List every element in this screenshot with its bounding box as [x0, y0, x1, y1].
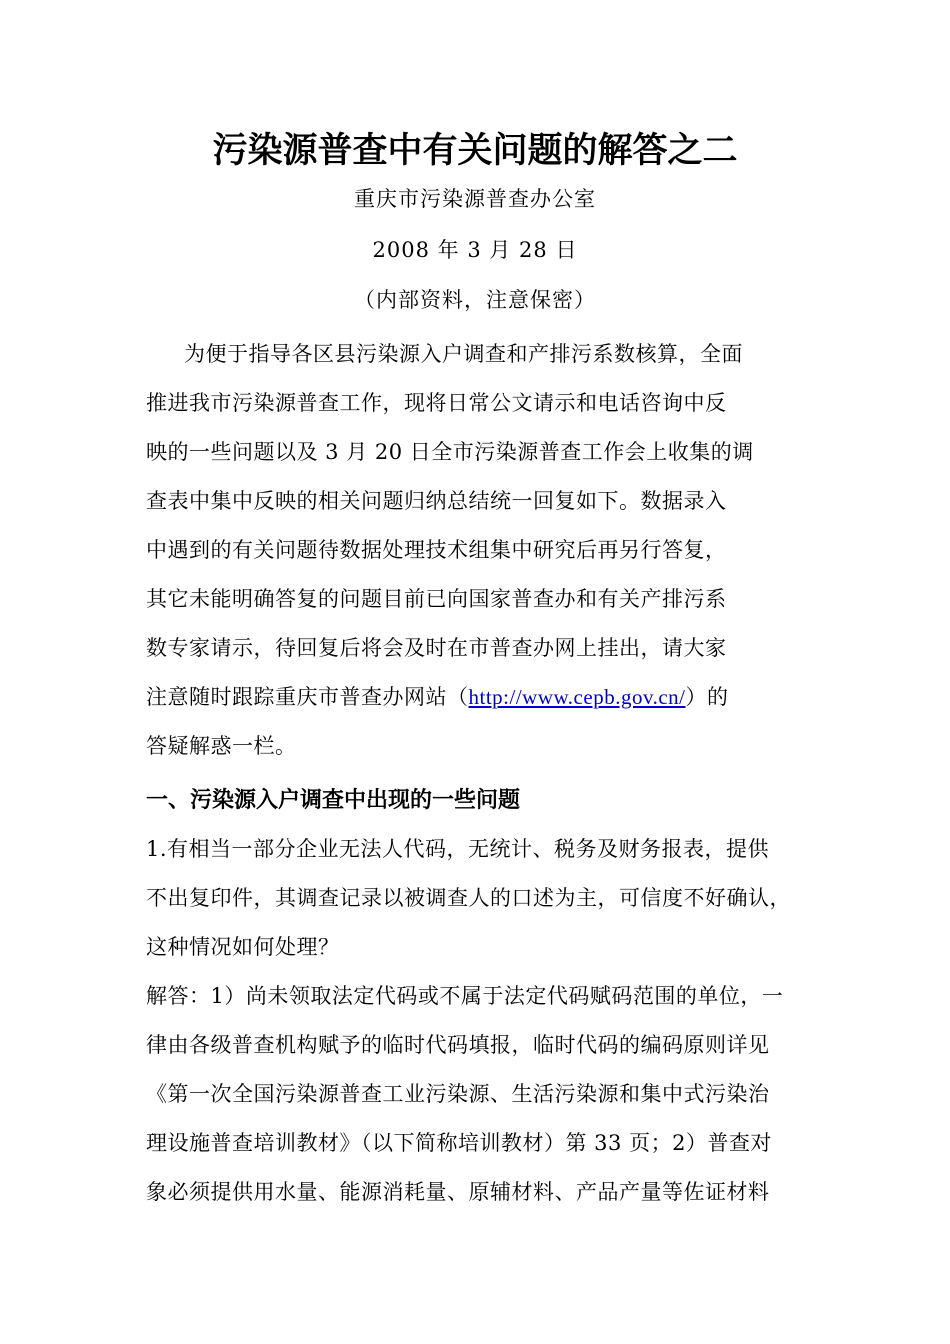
intro-line: 数专家请示，待回复后将会及时在市普查办网上挂出，请大家: [146, 636, 727, 660]
intro-line: 映的一些问题以及 3 月 20 日全市污染源普查工作会上收集的调: [146, 440, 754, 464]
section-heading: 一、污染源入户调查中出现的一些问题: [146, 787, 521, 813]
section-1: [146, 776, 808, 1217]
intro-line: 中遇到的有关问题待数据处理技术组集中研究后再另行答复，: [146, 538, 727, 562]
answer-line: 理设施普查培训教材》（以下简称培训教材）第 33 页；2）普查对: [146, 1131, 772, 1155]
question-line: 这种情况如何处理？: [146, 935, 340, 959]
answer-line: 象必须提供用水量、能源消耗量、原辅材料、产品产量等佐证材料: [146, 1180, 770, 1204]
website-link[interactable]: http://www.cepb.gov.cn/: [468, 685, 686, 709]
intro-line: 其它未能明确答复的问题目前已向国家普查办和有关产排污系: [146, 587, 727, 611]
intro-line-with-link: [146, 673, 808, 722]
answer-line: 解答：1）尚未领取法定代码或不属于法定代码赋码范围的单位，一: [146, 984, 784, 1008]
intro-line: 查表中集中反映的相关问题归纳总结统一回复如下。数据录入: [146, 489, 727, 513]
intro-line: 推进我市污染源普查工作，现将日常公文请示和电话咨询中反: [146, 391, 727, 415]
issue-date: 2008 年 3 月 28 日: [372, 238, 578, 262]
intro-line: 答疑解惑一栏。: [146, 734, 297, 758]
intro-paragraph: [146, 330, 808, 771]
question-line: 1.有相当一部分企业无法人代码，无统计、税务及财务报表，提供: [146, 837, 770, 861]
document-title: 污染源普查中有关问题的解答之二: [212, 130, 738, 171]
intro-text: ）的: [685, 685, 729, 709]
intro-text: 注意随时跟踪重庆市普查办网站（: [146, 685, 469, 709]
issuing-office: 重庆市污染源普查办公室: [354, 187, 596, 211]
intro-line: 为便于指导各区县污染源入户调查和产排污系数核算，全面: [184, 342, 743, 366]
answer-line: 《第一次全国污染源普查工业污染源、生活污染源和集中式污染治: [146, 1082, 770, 1106]
answer-line: 律由各级普查机构赋予的临时代码填报，临时代码的编码原则详见: [146, 1033, 770, 1057]
confidentiality-note: （内部资料，注意保密）: [354, 288, 596, 312]
question-line: 不出复印件，其调查记录以被调查人的口述为主，可信度不好确认，: [146, 886, 791, 910]
